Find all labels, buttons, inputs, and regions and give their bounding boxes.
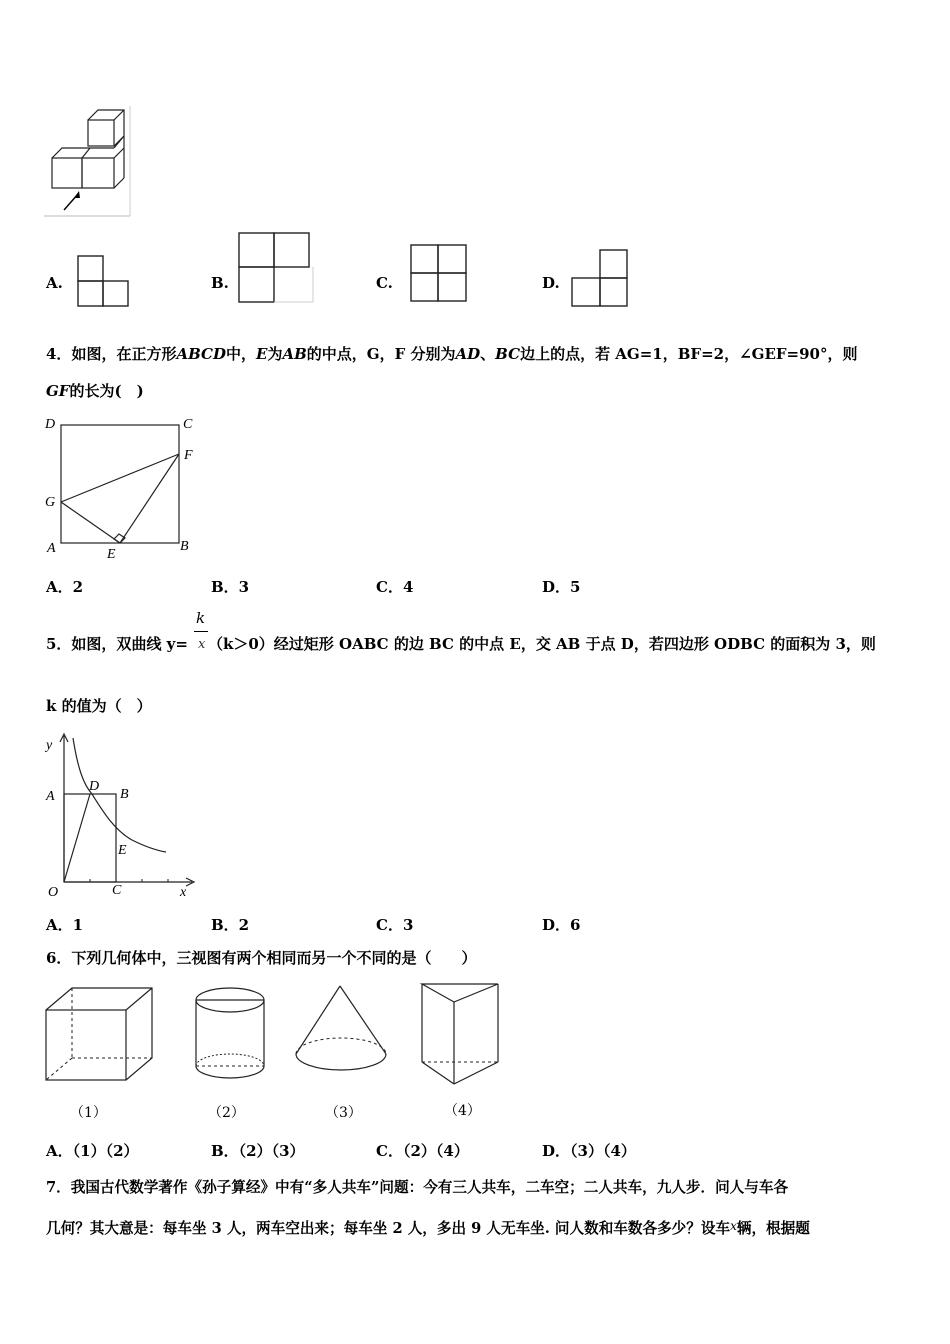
q6-cube-figure xyxy=(44,986,156,1086)
label-a: A xyxy=(46,789,55,804)
label-b: B xyxy=(180,539,189,554)
label-c: C xyxy=(112,883,122,898)
label-x: x xyxy=(180,885,187,900)
segment-gf xyxy=(61,454,179,502)
q5-stem-line2: k 的值为（ ） xyxy=(46,697,152,715)
q3-option-b-figure xyxy=(238,232,314,308)
q6-option-a: A．（1）（2） xyxy=(46,1142,139,1160)
label-y: y xyxy=(46,738,53,753)
q4-option-a: A．2 xyxy=(46,578,84,596)
q5-option-d: D．6 xyxy=(542,916,581,934)
q5-hyperbola-figure xyxy=(40,730,200,900)
q3-option-d-figure xyxy=(571,249,631,309)
q6-option-c: C．（2）（4） xyxy=(376,1142,469,1160)
label-d: D xyxy=(89,779,100,794)
q6-caption-1: （1） xyxy=(70,1105,107,1121)
q3-cube-stack-figure xyxy=(44,106,134,221)
q6-stem: 6．下列几何体中，三视图有两个相同而另一个不同的是（ ） xyxy=(46,949,477,967)
label-g: G xyxy=(45,495,56,510)
label-e: E xyxy=(107,547,116,562)
q7-stem-line1: 7．我国古代数学著作《孙子算经》中有“多人共车”问题：今有三人共车，二车空；二人共车，九人步．问人与车各 xyxy=(46,1179,789,1196)
q4-stem-line2: GF的长为( ) xyxy=(46,382,144,400)
q5-option-c: C．3 xyxy=(376,916,414,934)
q6-caption-2: （2） xyxy=(208,1105,245,1121)
label-o: O xyxy=(48,885,59,900)
q4-option-c: C．4 xyxy=(376,578,414,596)
q3-option-d-label: D. xyxy=(542,274,560,292)
label-b: B xyxy=(120,787,129,802)
q3-option-c-figure xyxy=(410,244,470,304)
q6-option-b: B．（2）（3） xyxy=(211,1142,305,1160)
label-a: A xyxy=(47,541,56,556)
q3-option-a-figure xyxy=(78,256,130,308)
segment-ge xyxy=(61,502,120,543)
q5-fraction-denominator: x xyxy=(198,637,206,652)
q5-option-a: A．1 xyxy=(46,916,84,934)
segment-od xyxy=(64,794,90,882)
label-d: D xyxy=(45,417,56,432)
q6-cylinder-figure xyxy=(192,984,270,1084)
rectangle-oabc xyxy=(64,794,116,882)
q6-caption-4: （4） xyxy=(444,1103,481,1119)
q5-fraction-bar xyxy=(194,631,208,632)
q3-option-b-label: B. xyxy=(211,274,229,292)
q5-stem-line1: 5．如图，双曲线 y= （k＞0）经过矩形 OABC 的边 BC 的中点 E，交 AB 于点 D，若四边形 ODBC 的面积为 3，则 xyxy=(46,635,876,653)
q5-option-b: B．2 xyxy=(211,916,250,934)
q5-fraction-numerator: k xyxy=(196,609,206,627)
segment-ef xyxy=(120,454,179,543)
q3-option-c-label: C. xyxy=(376,274,393,292)
q7-stem-line2: 几何？其大意是：每车坐 3 人，两车空出来；每车坐 2 人，多出 9 人无车坐. 问人数和车数各多少？设车$^x$辆，根据题 xyxy=(46,1219,810,1237)
q6-option-d: D．（3）（4） xyxy=(542,1142,636,1160)
label-f: F xyxy=(184,448,193,463)
label-c: C xyxy=(183,417,193,432)
square-abcd xyxy=(61,425,179,543)
q6-caption-3: （3） xyxy=(325,1105,362,1121)
q4-option-d: D．5 xyxy=(542,578,581,596)
q4-square-figure xyxy=(40,412,210,562)
q3-option-a-label: A. xyxy=(46,274,63,292)
q6-cone-figure xyxy=(292,982,392,1082)
q4-stem-line1: 4．如图，在正方形ABCD中，E为AB的中点，G，F 分别为AD、BC边上的点，若 AG=1，BF=2，∠GEF=90°，则 xyxy=(46,345,858,363)
label-e: E xyxy=(118,843,127,858)
q4-option-b: B．3 xyxy=(211,578,250,596)
q6-triangular-prism-figure xyxy=(416,980,502,1090)
